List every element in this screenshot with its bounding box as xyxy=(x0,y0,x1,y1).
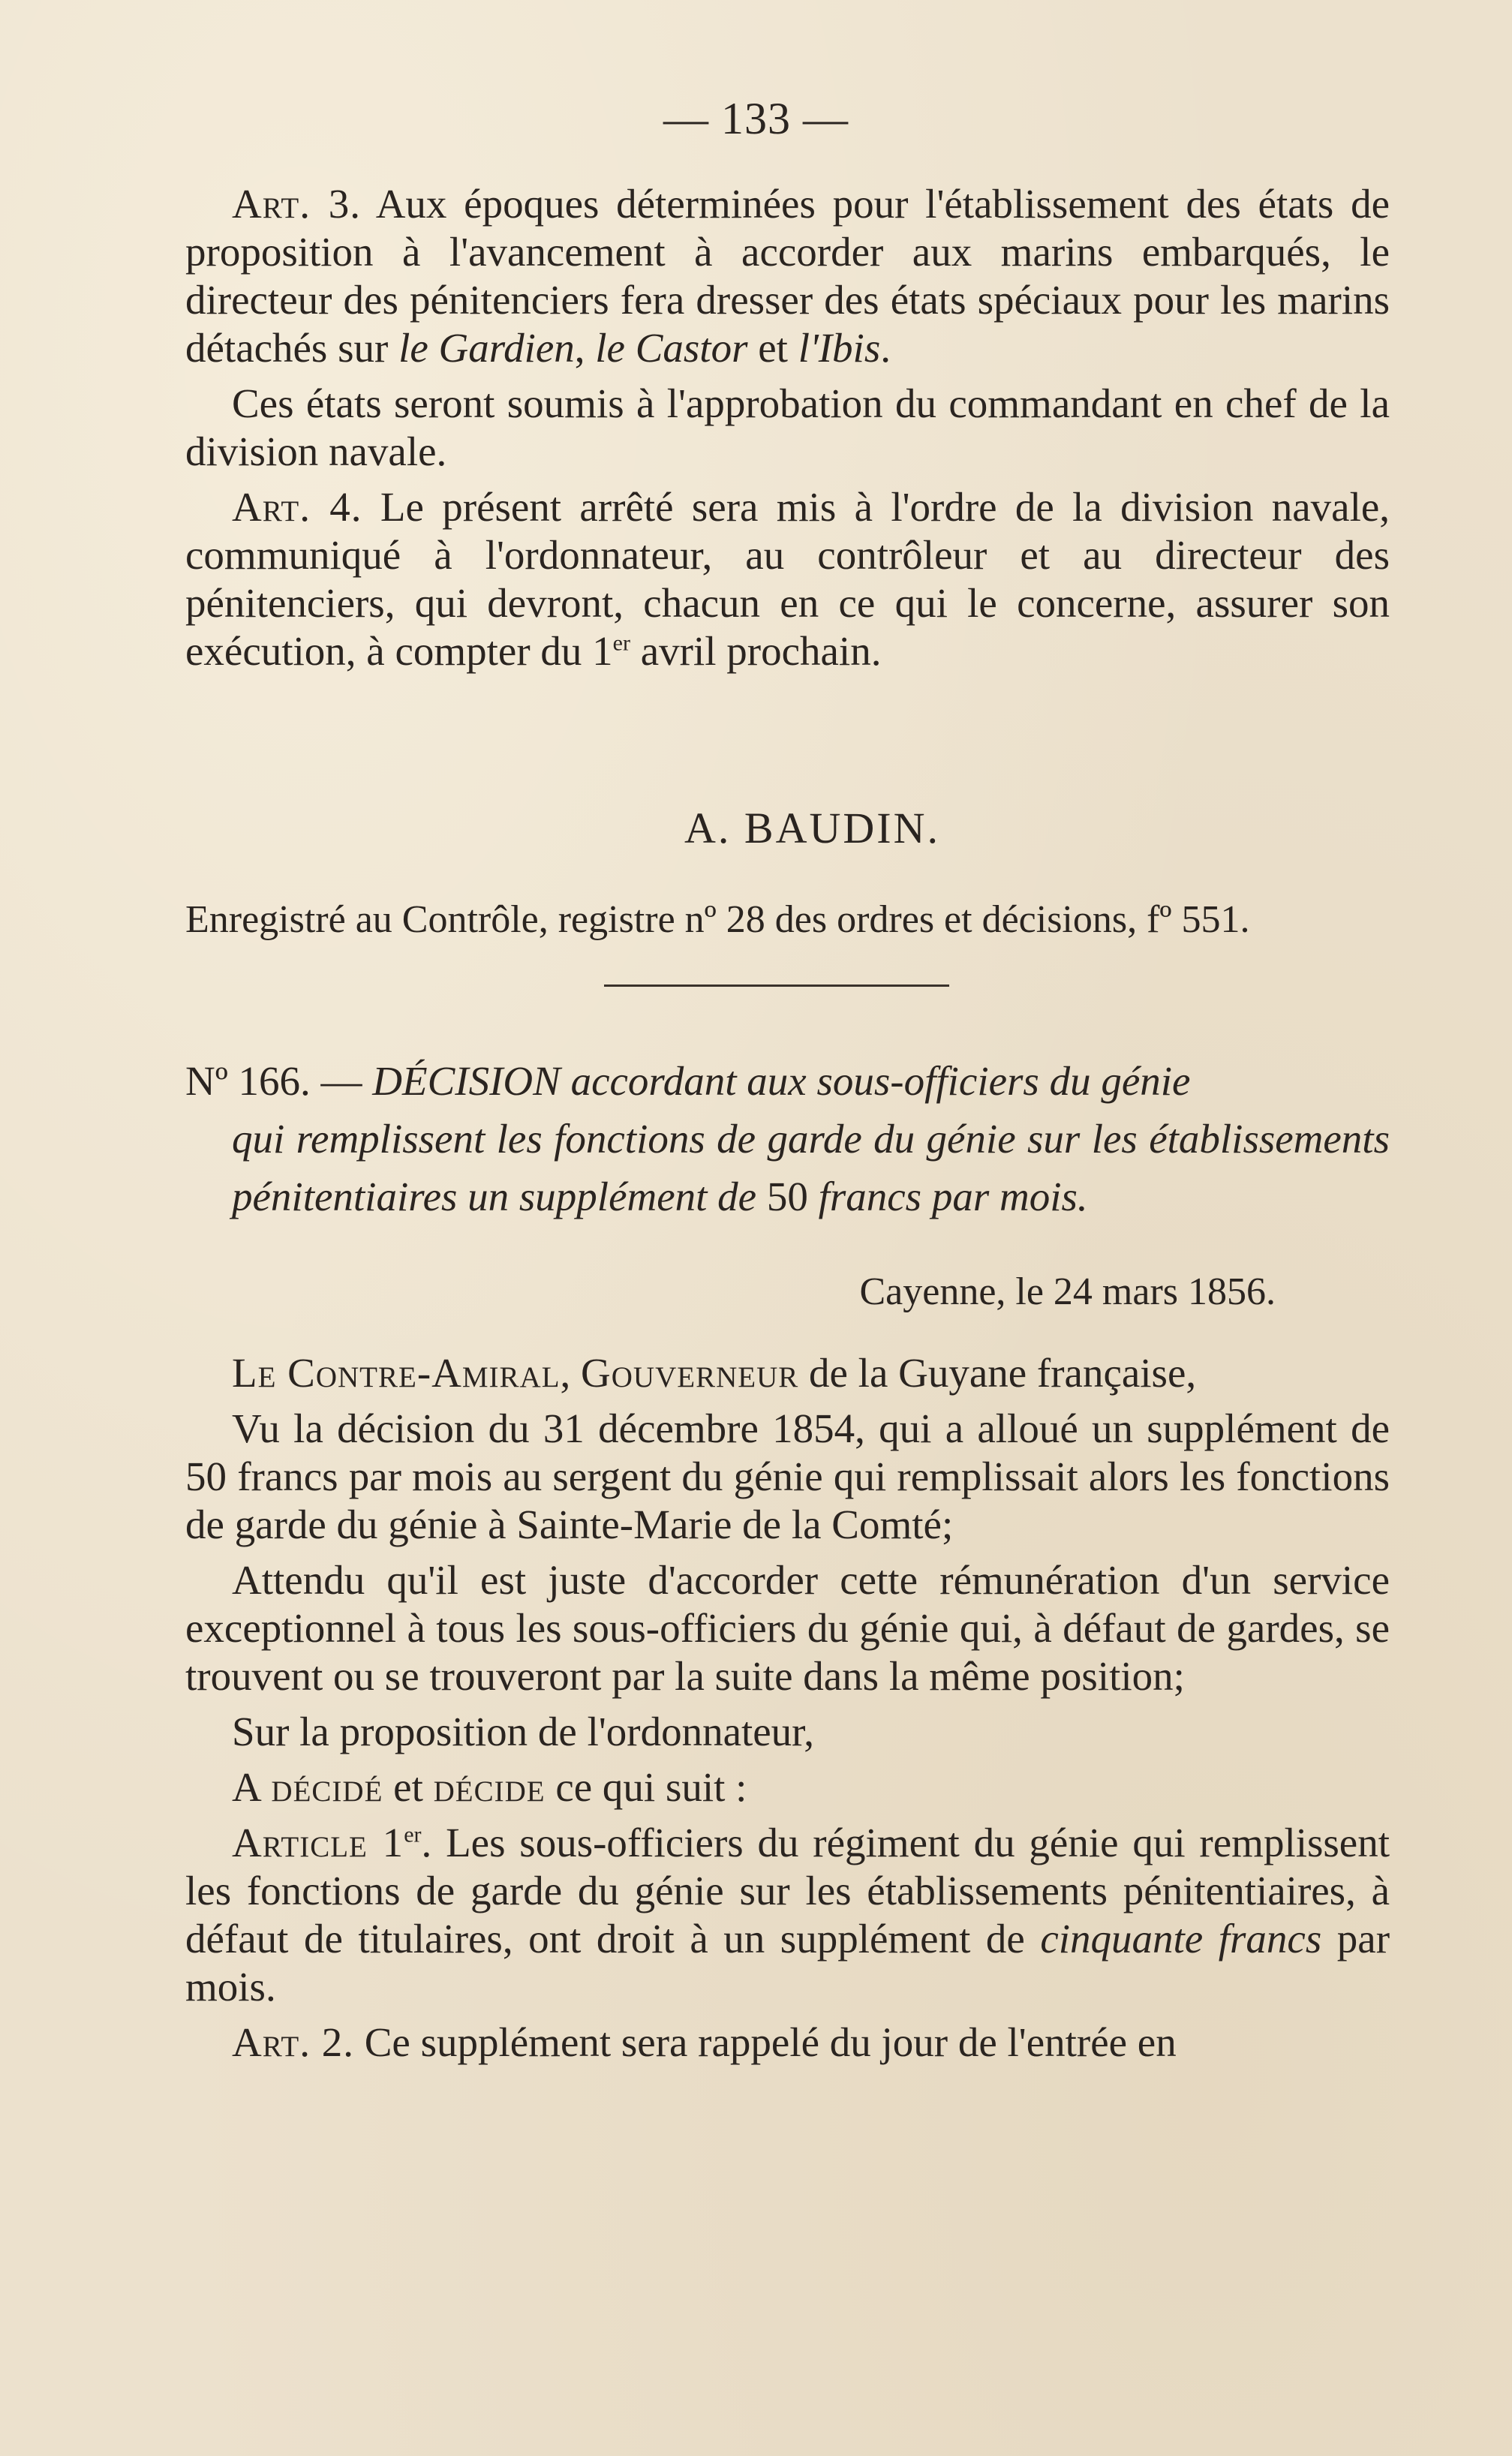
article-1-label: Article 1 xyxy=(232,1820,404,1865)
decision-number: Nº 166. — xyxy=(185,1058,362,1104)
authority-rest: de la Guyane française, xyxy=(798,1350,1197,1396)
decision-title-rest xyxy=(185,1110,1390,1225)
attendu-paragraph: Attendu qu'il est juste d'accorder cette rémunération d'un service exceptionnel à tous les sous-officiers du génie qui, à défaut de gardes, se trouvent ou se trouveront par la suite dans la même position; xyxy=(185,1557,1390,1699)
article-3-label: Art. 3. xyxy=(232,181,361,227)
ship-name-ibis: l'Ibis xyxy=(798,325,881,371)
decide-word-2: décide xyxy=(433,1764,546,1810)
decision-title-line-1: DÉCISION accordant aux sous-officiers du génie xyxy=(372,1058,1191,1104)
arrete-continuation xyxy=(185,180,1390,683)
ordinal-suffix: er xyxy=(612,630,630,656)
decide-word-1: A décidé xyxy=(232,1764,383,1810)
authority-title-2: Gouverneur xyxy=(581,1350,799,1396)
article-4-text: Le présent arrêté sera mis à l'ordre de la division navale, communiqué à l'ordonnateur, au contrôleur et au directeur des pénitenciers, qui devront, chacun en ce qui le concerne, assurer son exécution, à compter du 1 xyxy=(185,484,1390,674)
section-divider xyxy=(604,985,949,987)
article-1-paragraph xyxy=(185,1819,1390,2011)
decision-title-text: qui remplissent les fonctions de garde du génie sur les établissements pénitentiaires un supplément de xyxy=(232,1116,1390,1219)
article-1-text-end: par mois. xyxy=(185,1916,1390,2010)
decide-rest: ce qui suit : xyxy=(545,1764,747,1810)
authority-separator: , xyxy=(560,1350,582,1396)
page-number: — 133 — xyxy=(663,94,849,143)
ship-separator: , xyxy=(574,325,596,371)
ordinal-suffix: er xyxy=(404,1822,422,1847)
ship-separator: et xyxy=(747,325,798,371)
decide-paragraph xyxy=(185,1763,1390,1811)
ship-name-castor: le Castor xyxy=(595,325,748,371)
signature: A. BAUDIN. xyxy=(684,804,940,852)
decide-conjunction: et xyxy=(383,1764,434,1810)
article-1-text: Les sous-officiers du régiment du génie qui remplissent les fonctions de garde du génie sur les établissements pénitentiaires, à défaut de titulaires, ont droit à un supplément de xyxy=(185,1820,1390,1961)
authority-title-1: Le Contre-Amiral xyxy=(232,1350,561,1396)
article-3-end: . xyxy=(880,325,891,371)
article-2-label: Art. 2. xyxy=(232,2019,354,2065)
article-1-dot: . xyxy=(421,1820,432,1865)
approval-paragraph: Ces états seront soumis à l'approbation du commandant en chef de la division navale. xyxy=(185,380,1390,474)
ship-name-gardien: le Gardien xyxy=(398,325,575,371)
article-1-amount: cinquante francs xyxy=(1040,1916,1322,1961)
registration-note: Enregistré au Contrôle, registre nº 28 des ordres et décisions, fº 551. xyxy=(185,898,1250,941)
decision-amount: 50 xyxy=(766,1174,808,1219)
decision-heading xyxy=(185,1052,1390,1225)
article-3-text: Aux époques déterminées pour l'établissement des états de proposition à l'avancement à accorder aux marins embarqués, le directeur des pénitenciers fera dresser des états spéciaux pour les marins détachés sur xyxy=(185,181,1390,371)
article-4-label: Art. 4. xyxy=(232,484,362,530)
decision-body xyxy=(185,1349,1390,2074)
article-2-paragraph xyxy=(185,2019,1390,2067)
article-3-paragraph xyxy=(185,180,1390,372)
article-2-text: Ce supplément sera rappelé du jour de l'entrée en xyxy=(353,2019,1177,2065)
vu-paragraph: Vu la décision du 31 décembre 1854, qui a alloué un supplément de 50 francs par mois au sergent du génie qui remplissait alors les fonctions de garde du génie à Sainte-Marie de la Comté; xyxy=(185,1405,1390,1547)
proposition-paragraph: Sur la proposition de l'ordonnateur, xyxy=(232,1709,815,1754)
article-4-paragraph xyxy=(185,483,1390,675)
dateline: Cayenne, le 24 mars 1856. xyxy=(859,1270,1276,1313)
decision-title-end: francs par mois. xyxy=(807,1174,1088,1219)
article-4-text-end: avril prochain. xyxy=(630,628,882,674)
authority-line xyxy=(185,1349,1390,1397)
